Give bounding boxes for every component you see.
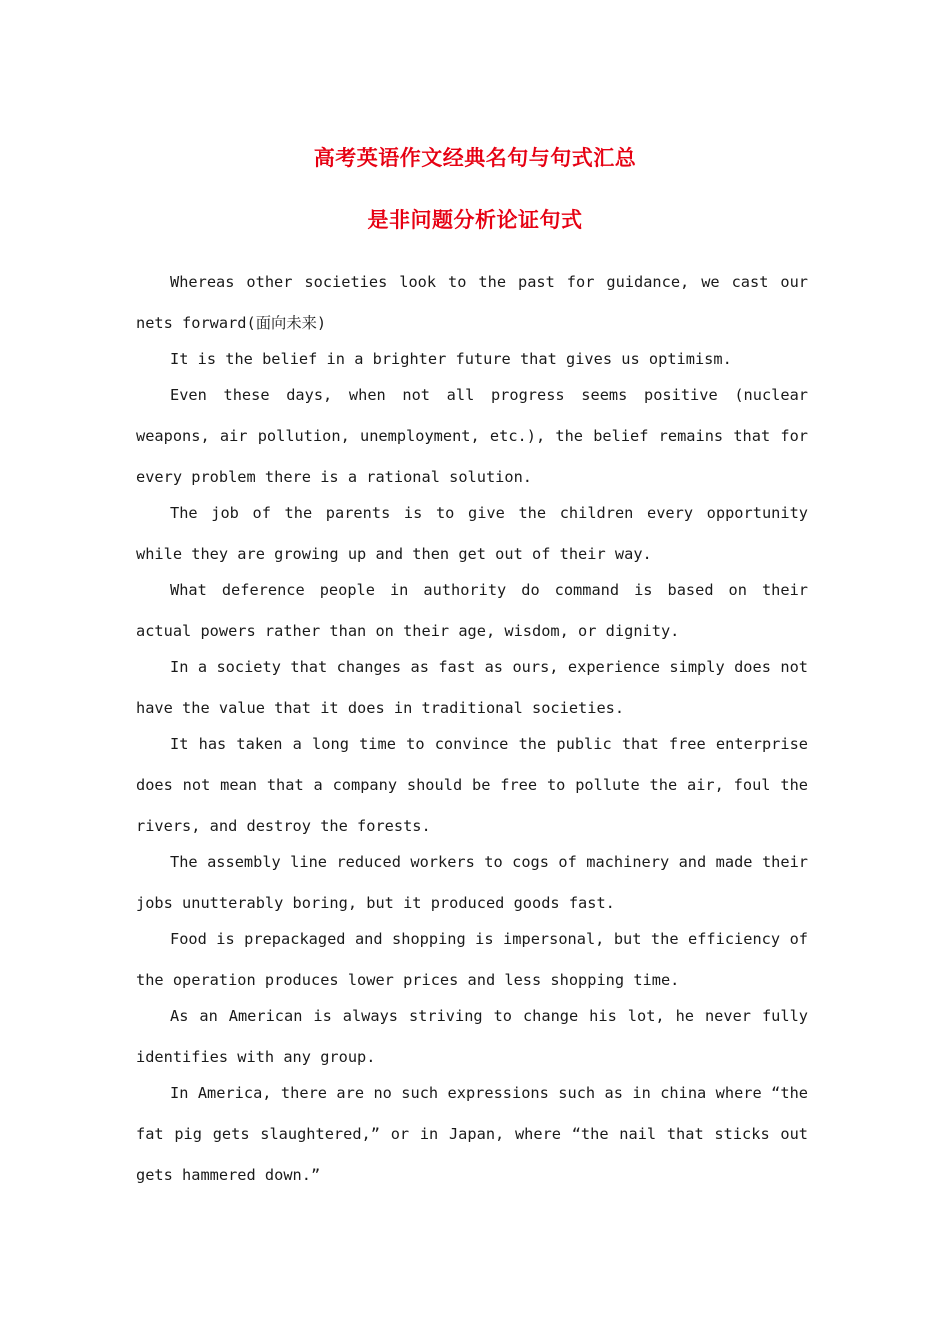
- document-body: [136, 262, 808, 1196]
- paragraph: It has taken a long time to convince the public that free enterprise does not mean that a company should be free to pollute the air, foul the rivers, and destroy the forests.: [136, 735, 808, 835]
- paragraph: What deference people in authority do command is based on their actual powers rather than on their age, wisdom, or dignity.: [136, 581, 808, 640]
- paragraph: As an American is always striving to change his lot, he never fully identifies with any group.: [136, 1007, 808, 1066]
- paragraph: In a society that changes as fast as ours, experience simply does not have the value that it does in traditional societies.: [136, 658, 808, 717]
- page-title: 高考英语作文经典名句与句式汇总: [313, 145, 637, 170]
- paragraph: The assembly line reduced workers to cogs of machinery and made their jobs unutterably boring, but it produced goods fast.: [136, 853, 808, 912]
- paragraph: Food is prepackaged and shopping is impersonal, but the efficiency of the operation produces lower prices and less shopping time.: [136, 930, 808, 989]
- paragraph: In America, there are no such expressions such as in china where “the fat pig gets slaughtered,” or in Japan, where “the nail that sticks out gets hammered down.”: [136, 1084, 808, 1184]
- paragraph: The job of the parents is to give the children every opportunity while they are growing up and then get out of their way.: [136, 504, 808, 563]
- paragraph: Whereas other societies look to the past for guidance, we cast our nets forward(面向未来): [136, 273, 808, 332]
- paragraph: It is the belief in a brighter future that gives us optimism.: [170, 350, 732, 368]
- page-subtitle: 是非问题分析论证句式: [367, 207, 583, 232]
- paragraph: Even these days, when not all progress seems positive (nuclear weapons, air pollution, unemployment, etc.), the belief remains that for every problem there is a rational solution.: [136, 386, 808, 486]
